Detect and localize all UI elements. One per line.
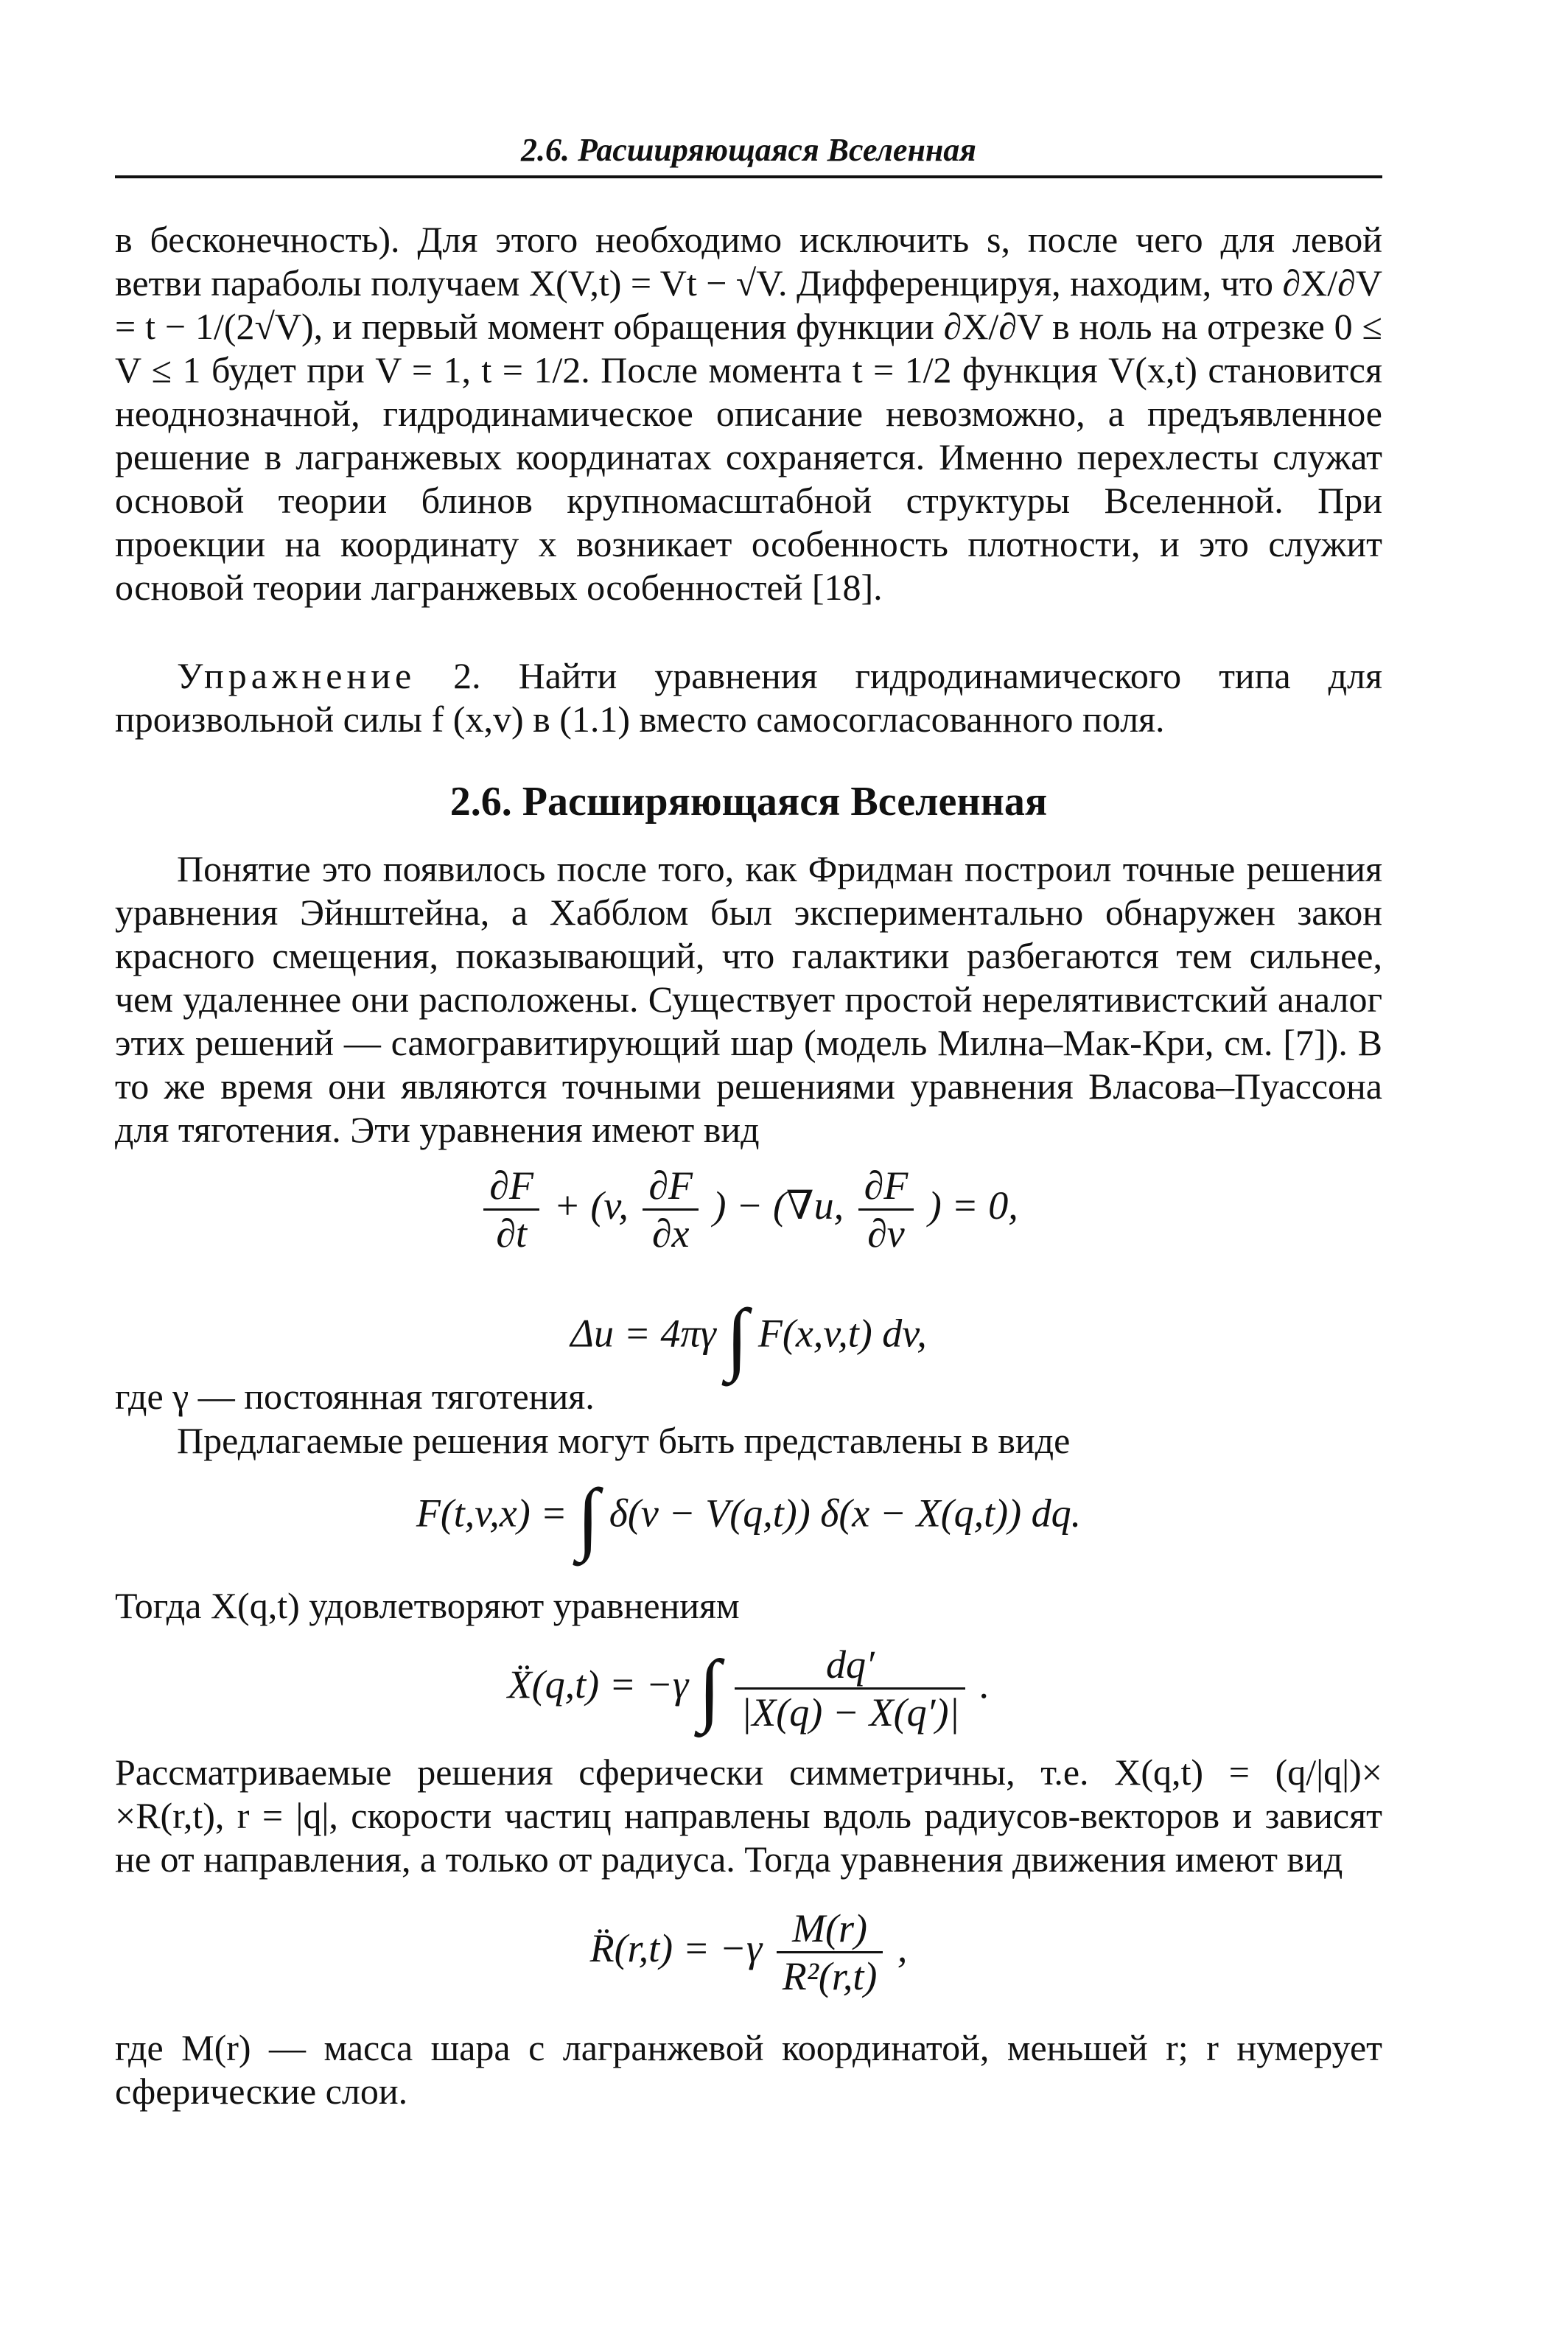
- paragraph-text: где M(r) — масса шара с лагранжевой координатой, меньшей r; r нумерует сферические слои.: [115, 2027, 1382, 2112]
- integral-sign: ∫: [577, 1472, 600, 1562]
- paragraph-text: Понятие это появилось после того, как Фридман построил точные решения уравнения Эйнштейна, а Хабблом был экспериментально обнаружен закон красного смещения, показывающий, что галактики разбегаются тем сильнее, чем удаленнее они расположены. Существует простой нерелятивистский аналог этих решений — самогравитирующий шар (модель Милна–Мак-Кри, см. [7]). В то же время они являются точными решениями уравнения Власова–Пуассона для тяготения. Эти уравнения имеют вид: [115, 848, 1382, 1150]
- paragraph-continuation: [115, 218, 1382, 609]
- equation-motion-r: R̈(r,t) = −γ $\frac{M(r)}{\text{R²(r,t)}}$ ,: [589, 1906, 908, 1998]
- paragraph-mass: [115, 2026, 1382, 2113]
- paragraph-text: Рассматриваемые решения сферически симметричны, т.е. X(q,t) = (q/|q|)× ×R(r,t), r = |q|, скорости частиц направлены вдоль радиусов-векторов и зависят не от направления, а только от радиуса. Тогда уравнения движения имеют вид: [115, 1751, 1382, 1880]
- equation-motion-q: Ẍ(q,t) = −γ ∫ $\frac{dq'}{|X(q) - X(q')|}$ .: [507, 1642, 990, 1735]
- exercise-block: [115, 654, 1382, 741]
- paragraph-then: [115, 1584, 1382, 1628]
- equation-poisson: Δu = 4πγ ∫ F(x,v,t) dv,: [570, 1292, 927, 1382]
- exercise-label: Упражнение: [177, 655, 416, 696]
- paragraph-spherical: [115, 1751, 1382, 1881]
- integral-sign: ∫: [726, 1292, 749, 1382]
- equation-solution: F(t,v,x) = ∫ δ(v − V(q,t)) δ(x − X(q,t)) dq.: [416, 1472, 1082, 1562]
- paragraph-gamma: [115, 1375, 1382, 1418]
- paragraph-text: где γ — постоянная тяготения.: [115, 1376, 595, 1417]
- paragraph-text: Тогда X(q,t) удовлетворяют уравнениям: [115, 1585, 740, 1626]
- paragraph-text: Предлагаемые решения могут быть представлены в виде: [177, 1420, 1071, 1461]
- equation-vlasov: $\frac{\partial F}{\partial t}$ + (v, $\frac{\partial F}{\partial x}$ ) − (∇u, $\frac{\partial F}{\partial v}$ ) = 0,: [115, 1163, 1382, 1256]
- header-rule: [115, 175, 1382, 178]
- integral-sign: ∫: [698, 1643, 721, 1734]
- paragraph-solutions: [115, 1419, 1382, 1463]
- section-heading: 2.6. Расширяющаяся Вселенная: [449, 779, 1048, 825]
- paragraph-intro: [115, 847, 1382, 1152]
- paragraph-text: в бесконечность). Для этого необходимо исключить s, после чего для левой ветви параболы получаем X(V,t) = Vt − √V. Дифференцируя, находим, что ∂X/∂V = t − 1/(2√V), и первый момент обращения функции ∂X/∂V в ноль на отрезке 0 ≤ V ≤ 1 будет при V = 1, t = 1/2. После момента t = 1/2 функция V(x,t) становится неоднозначной, гидродинамическое описание невозможно, а предъявленное решение в лагранжевых координатах сохраняется. Именно перехлесты служат основой теории блинов крупномасштабной структуры Вселенной. При проекции на координату x возникает особенность плотности, и это служит основой теории лагранжевых особенностей [18].: [115, 219, 1382, 608]
- exercise-text: 2. Найти уравнения гидродинамического типа для произвольной силы f (x,v) в (1.1) вместо самосогласованного поля.: [115, 655, 1383, 740]
- running-title: 2.6. Расширяющаяся Вселенная: [521, 132, 976, 168]
